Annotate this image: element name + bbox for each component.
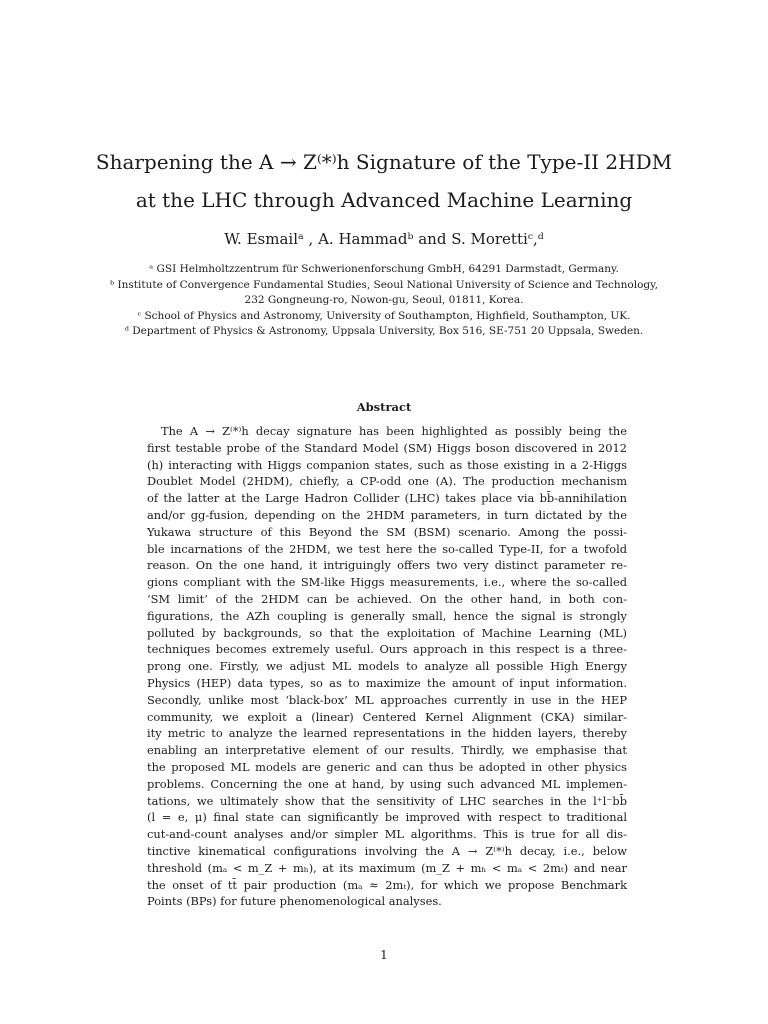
title-line-2: at the LHC through Advanced Machine Learning xyxy=(135,188,633,212)
paper-title xyxy=(0,143,768,219)
abstract-line: (l = e, μ) final state can significantly be improved with respect to traditional xyxy=(147,810,627,825)
abstract-line: the onset of tt̄ pair production (mₐ ≈ 2mₜ), for which we propose Benchmark xyxy=(147,877,627,892)
abstract-line: tations, we ultimately show that the sensitivity of LHC searches in the l⁺l⁻bb̄ xyxy=(147,793,627,808)
abstract-body xyxy=(147,423,627,910)
abstract-line: techniques becomes extremely useful. Ours approach in this respect is a three- xyxy=(147,642,627,657)
abstract-line: of the latter at the Large Hadron Collider (LHC) takes place via bb̄-annihilation xyxy=(147,491,627,506)
abstract-line: tinctive kinematical configurations involving the A → Z⁽*⁾h decay, i.e., below xyxy=(147,843,627,858)
affiliation-a: ᵃ GSI Helmholtzzentrum für Schwerionenforschung GmbH, 64291 Darmstadt, Germany. xyxy=(149,263,619,275)
abstract-line: cut-and-count analyses and/or simpler ML algorithms. This is true for all dis- xyxy=(147,827,627,842)
abstract-line: prong one. Firstly, we adjust ML models to analyze all possible High Energy xyxy=(147,659,627,674)
affiliation-c: ᶜ School of Physics and Astronomy, University of Southampton, Highfield, Southampton, UK. xyxy=(137,309,631,322)
author-list: W. Esmailᵃ , A. Hammadᵇ and S. Morettiᶜ,ᵈ xyxy=(224,230,544,248)
abstract-line: (h) interacting with Higgs companion states, such as those existing in a 2-Higgs xyxy=(147,457,627,472)
abstract-line: community, we exploit a (linear) Centered Kernel Alignment (CKA) similar- xyxy=(147,709,627,724)
abstract-line: gions compliant with the SM-like Higgs measurements, i.e., where the so-called xyxy=(147,575,627,590)
abstract-line: ity metric to analyze the learned representations in the hidden layers, thereby xyxy=(147,726,627,741)
abstract-line: figurations, the AZh coupling is generally small, hence the signal is strongly xyxy=(147,608,627,623)
abstract-line: threshold (mₐ < m_Z + mₕ), at its maximum (m_Z + mₕ < mₐ < 2mₜ) and near xyxy=(147,860,627,875)
abstract-line: Yukawa structure of this Beyond the SM (BSM) scenario. Among the possi- xyxy=(147,524,627,539)
abstract-line: the proposed ML models are generic and can thus be adopted in other physics xyxy=(147,759,627,774)
abstract-line: Secondly, unlike most ‘black-box’ ML approaches currently in use in the HEP xyxy=(147,692,627,707)
affiliation-b: ᵇ Institute of Convergence Fundamental Studies, Seoul National University of Science and Technology, 232 Gongneung-ro, Nowon-gu, Seoul, 01811, Korea. xyxy=(109,278,659,307)
affiliations xyxy=(100,262,668,340)
abstract-line: ble incarnations of the 2HDM, we test here the so-called Type-II, for a twofold xyxy=(147,541,627,556)
abstract-line: problems. Concerning the one at hand, by using such advanced ML implemen- xyxy=(147,776,627,791)
page-number: 1 xyxy=(380,948,388,962)
abstract-line: The A → Z⁽*⁾h decay signature has been highlighted as possibly being the xyxy=(161,424,627,438)
abstract-line: reason. On the one hand, it intriguingly offers two very distinct parameter re- xyxy=(147,558,627,573)
title-line-1: Sharpening the A → Z⁽*⁾h Signature of the Type-II 2HDM xyxy=(95,150,673,174)
abstract-line: ‘SM limit’ of the 2HDM can be achieved. On the other hand, in both con- xyxy=(147,591,627,606)
abstract-line: first testable probe of the Standard Model (SM) Higgs boson discovered in 2012 xyxy=(147,440,627,455)
abstract-line: polluted by backgrounds, so that the exploitation of Machine Learning (ML) xyxy=(147,625,627,640)
abstract-line: Points (BPs) for future phenomenological analyses. xyxy=(147,894,442,909)
abstract-line: and/or gg-fusion, depending on the 2HDM parameters, in turn dictated by the xyxy=(147,507,627,522)
abstract-line: Physics (HEP) data types, so as to maximize the amount of input information. xyxy=(147,675,627,690)
affiliation-d: ᵈ Department of Physics & Astronomy, Uppsala University, Box 516, SE-751 20 Uppsala, Sweden. xyxy=(124,325,644,338)
abstract-heading: Abstract xyxy=(356,400,412,414)
abstract-line: Doublet Model (2HDM), chiefly, a CP-odd one (A). The production mechanism xyxy=(147,474,627,489)
abstract-line: enabling an interpretative element of our results. Thirdly, we emphasise that xyxy=(147,743,627,758)
